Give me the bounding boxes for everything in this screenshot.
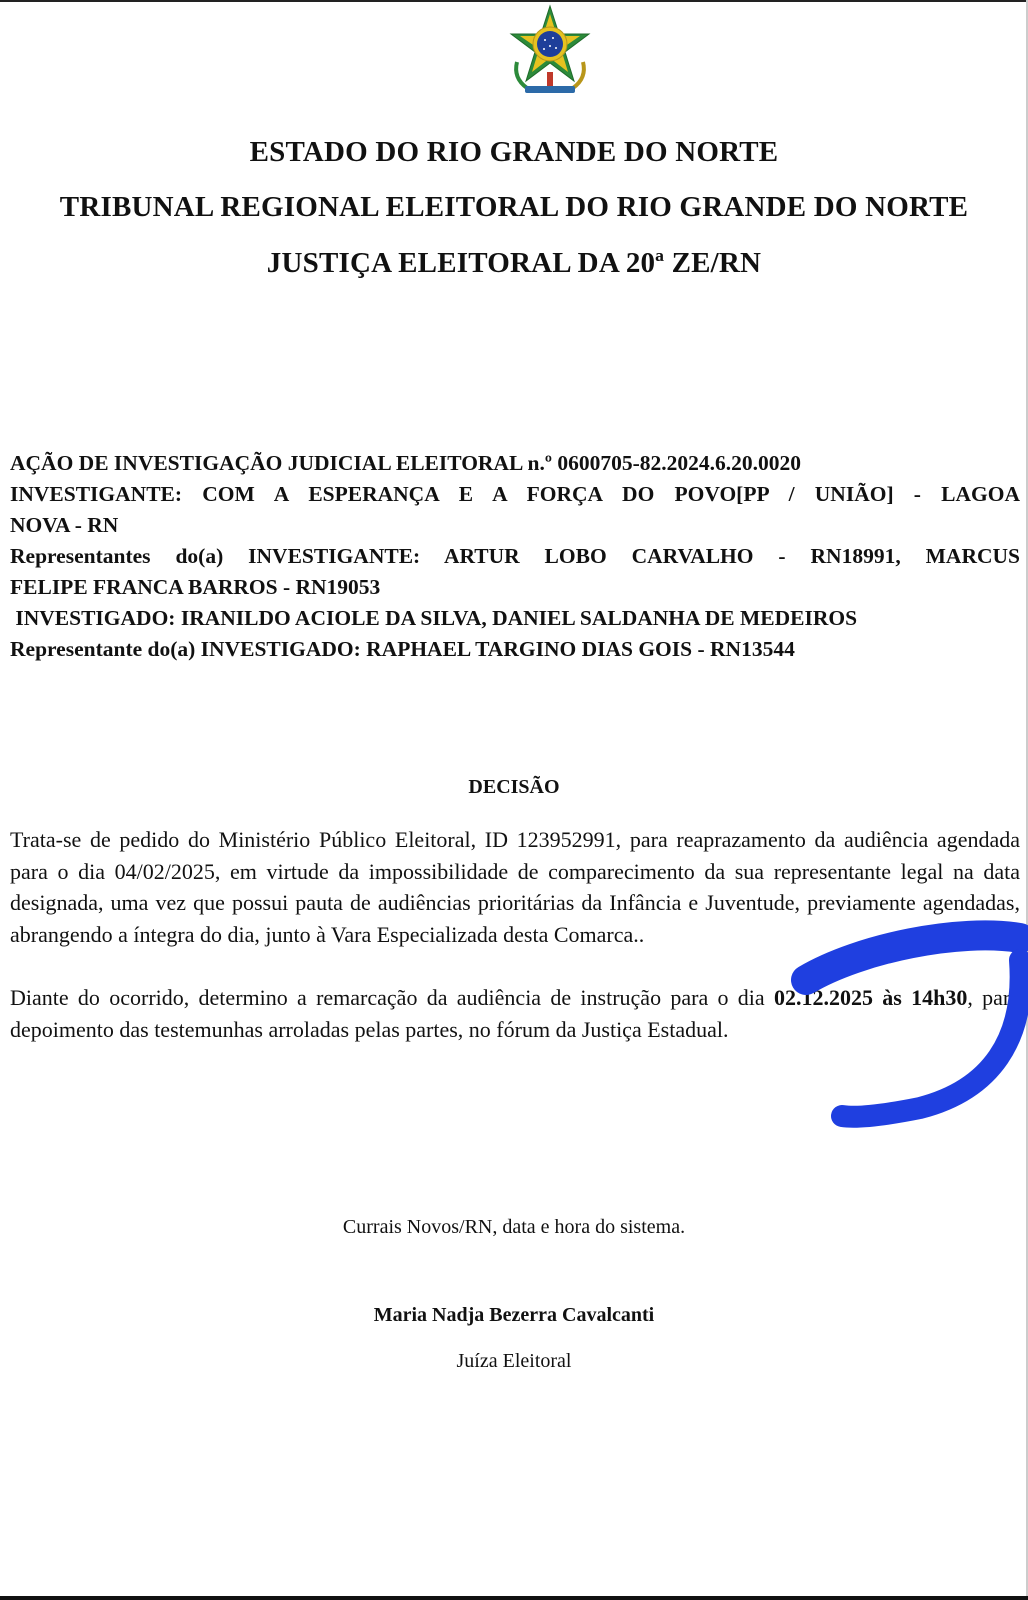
case-rep-investigado: Representante do(a) INVESTIGADO: RAPHAEL TARGINO DIAS GOIS - RN13544 bbox=[10, 637, 795, 661]
coat-of-arms-icon bbox=[507, 4, 593, 98]
judge-name: Maria Nadja Bezerra Cavalcanti bbox=[373, 1304, 655, 1326]
case-block bbox=[10, 448, 1020, 665]
header-justica: JUSTIÇA ELEITORAL DA 20ª ZE/RN bbox=[266, 247, 762, 279]
decision-paragraph-2 bbox=[10, 982, 1020, 1045]
judge-role: Juíza Eleitoral bbox=[456, 1350, 572, 1372]
case-rep-investigante-cont: FELIPE FRANCA BARROS - RN19053 bbox=[10, 575, 381, 599]
new-hearing-date: 02.12.2025 às 14h30 bbox=[773, 985, 968, 1010]
top-border bbox=[0, 0, 1028, 2]
decision-paragraph-1: Trata-se de pedido do Ministério Público Eleitoral, ID 123952991, para reaprazamento da audiência agendada para o dia 04/02/2025, em virtude da impossibilidade de comparecimento da sua representante legal na data designada, uma vez que possui pauta de audiências prioritárias da Infância e Juventude, previamente agendadas, abrangendo a íntegra do dia, junto à Vara Especializada desta Comarca.. bbox=[10, 827, 1020, 947]
paragraph-2-start: Diante do ocorrido, determino a remarcação da audiência de instrução para o dia bbox=[10, 985, 774, 1010]
header-tribunal: TRIBUNAL REGIONAL ELEITORAL DO RIO GRANDE DO NORTE bbox=[59, 191, 969, 223]
decision-title: DECISÃO bbox=[468, 776, 560, 798]
case-action: AÇÃO DE INVESTIGAÇÃO JUDICIAL ELEITORAL n.º 0600705-82.2024.6.20.0020 bbox=[10, 451, 801, 475]
signature-place: Currais Novos/RN, data e hora do sistema. bbox=[342, 1216, 686, 1238]
case-rep-investigante: Representantes do(a) INVESTIGANTE: ARTUR LOBO CARVALHO - RN18991, MARCUS bbox=[10, 544, 1020, 568]
case-investigado: INVESTIGADO: IRANILDO ACIOLE DA SILVA, DANIEL SALDANHA DE MEDEIROS bbox=[10, 606, 858, 630]
case-investigante: INVESTIGANTE: COM A ESPERANÇA E A FORÇA DO POVO[PP / UNIÃO] - LAGOA bbox=[10, 482, 1020, 506]
case-investigante-cont: NOVA - RN bbox=[10, 513, 119, 537]
header-state: ESTADO DO RIO GRANDE DO NORTE bbox=[249, 136, 779, 168]
bottom-border bbox=[0, 1596, 1028, 1600]
paragraph-2-end: , para depoimento das testemunhas arroladas pelas partes, no fórum da Justiça Estadual. bbox=[10, 985, 1021, 1042]
